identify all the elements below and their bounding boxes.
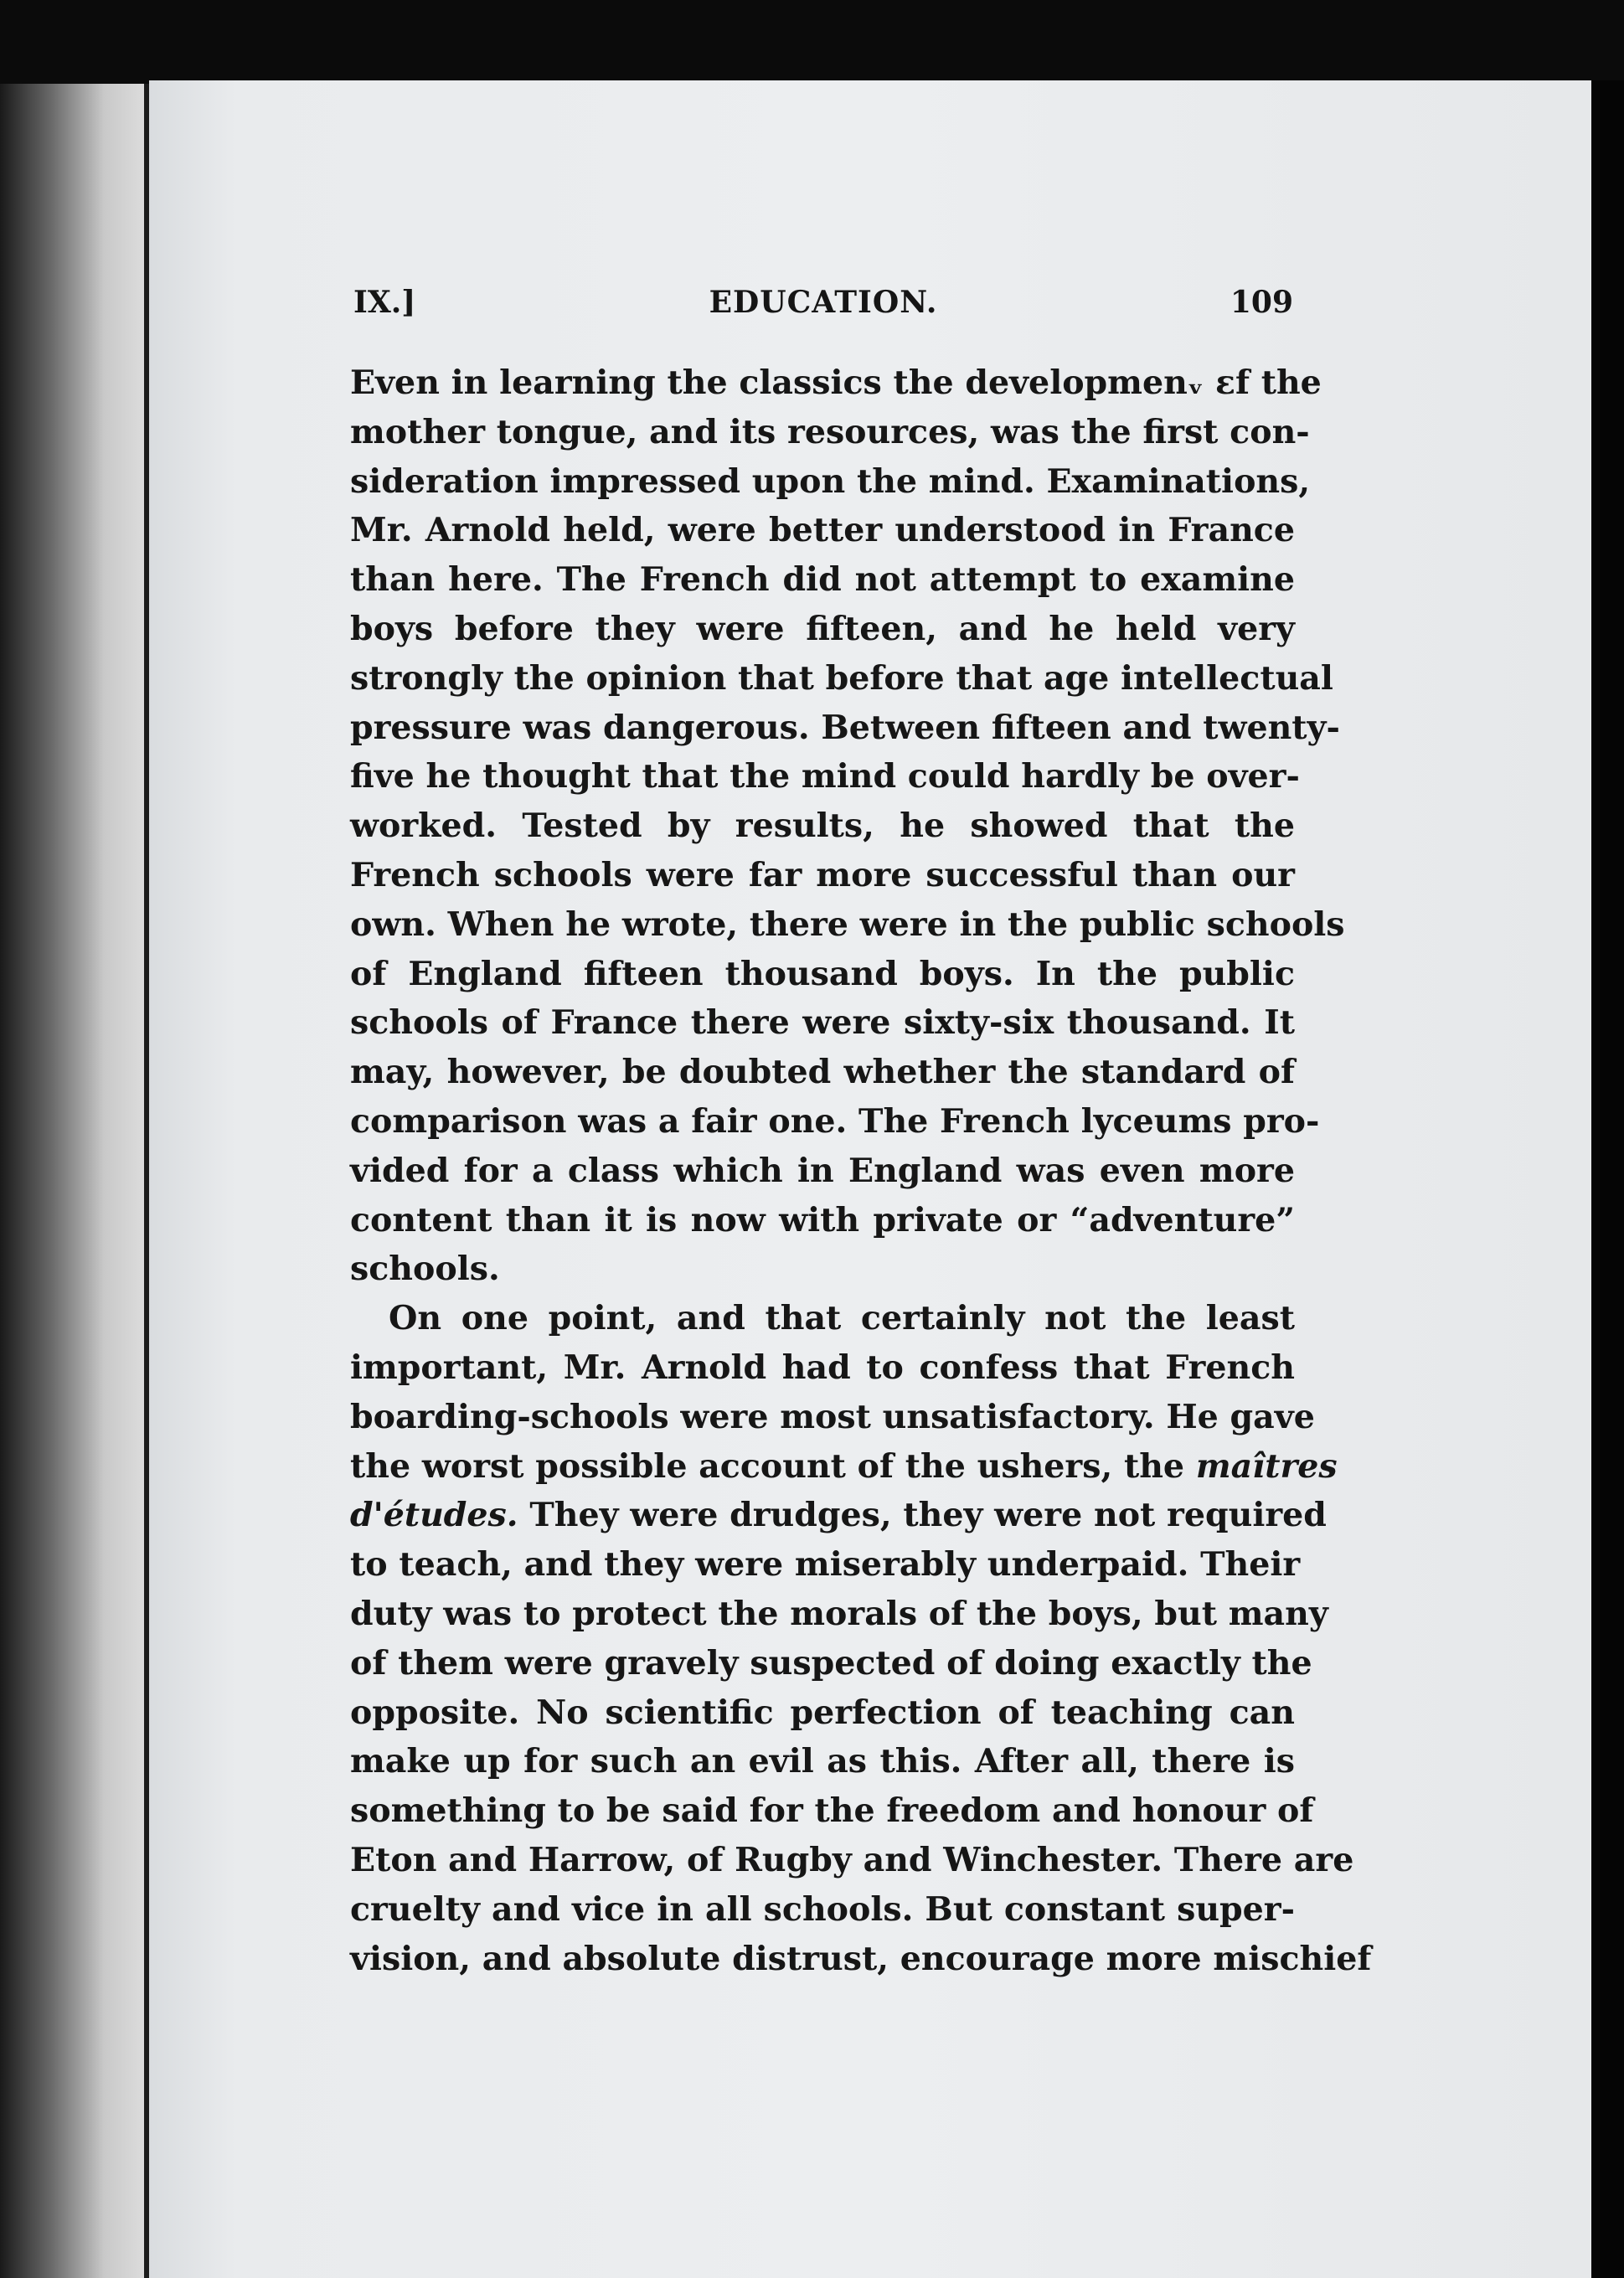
text-line: own. When he wrote, there were in the public schools — [350, 904, 1345, 944]
text-line: important, Mr. Arnold had to confess that French — [350, 1348, 1295, 1387]
text-line: something to be said for the freedom and honour of — [350, 1791, 1314, 1831]
running-header — [353, 285, 1293, 335]
text-line: vided for a class which in England was even more — [350, 1151, 1295, 1190]
text-line: content than it is now with private or “adventure” — [350, 1200, 1295, 1240]
scan-right-border — [1591, 80, 1624, 2278]
italic-word: maîtres — [1195, 1446, 1338, 1486]
text-line: boarding-schools were most unsatisfactory. He gave — [350, 1397, 1315, 1436]
text-line: pressure was dangerous. Between fifteen and twenty- — [350, 708, 1340, 747]
text-line: On one point, and that certainly not the least — [389, 1299, 1295, 1338]
previous-page-edge — [0, 84, 149, 2278]
text-line: duty was to protect the morals of the boys, but many — [350, 1594, 1328, 1633]
text-line-with-italic — [350, 1491, 1327, 1540]
text-line: five he thought that the mind could hardly be over- — [350, 757, 1300, 796]
text-line: vision, and absolute distrust, encourage more mischief — [350, 1939, 1372, 1978]
text-line: opposite. No scientific perfection of teaching can — [350, 1693, 1295, 1732]
text-line: to teach, and they were miserably underpaid. Their — [350, 1545, 1301, 1585]
chapter-number: IX.] — [353, 285, 416, 320]
text-run: They were drudges, they were not required — [529, 1496, 1327, 1535]
text-line: Eton and Harrow, of Rugby and Winchester. There are — [350, 1840, 1354, 1879]
body-text — [350, 358, 1372, 1983]
text-line: sideration impressed upon the mind. Examinations, — [350, 461, 1311, 501]
text-line: make up for such an evil as this. After all, there is — [350, 1742, 1295, 1781]
text-line: Mr. Arnold held, were better understood in France — [350, 511, 1295, 550]
text-line: of England fifteen thousand boys. In the public — [350, 954, 1295, 993]
text-line: French schools were far more successful than our — [350, 855, 1295, 894]
text-line: may, however, be doubted whether the standard of — [350, 1053, 1295, 1092]
italic-word: d'études. — [350, 1496, 518, 1535]
text-line-with-italic — [350, 1442, 1338, 1492]
text-line: boys before they were fifteen, and he held very — [350, 609, 1295, 648]
text-line: than here. The French did not attempt to examine — [350, 560, 1295, 600]
text-line: comparison was a fair one. The French lyceums pro- — [350, 1101, 1320, 1141]
text-line: of them were gravely suspected of doing exactly the — [350, 1643, 1312, 1683]
running-title: EDUCATION. — [709, 285, 938, 320]
text-line: strongly the opinion that before that age intellectual — [350, 658, 1333, 698]
page-number: 109 — [1230, 285, 1293, 320]
text-line: cruelty and vice in all schools. But constant super- — [350, 1889, 1295, 1929]
text-line: schools. — [350, 1250, 500, 1289]
text-line: Even in learning the classics the developmenᵥ ɛf the — [350, 363, 1322, 402]
text-run: the worst possible account of the ushers, the — [350, 1446, 1185, 1486]
text-line: schools of France there were sixty-six thousand. It — [350, 1003, 1295, 1043]
text-line: worked. Tested by results, he showed that the — [350, 807, 1295, 846]
text-line: mother tongue, and its resources, was the first con- — [350, 412, 1310, 451]
